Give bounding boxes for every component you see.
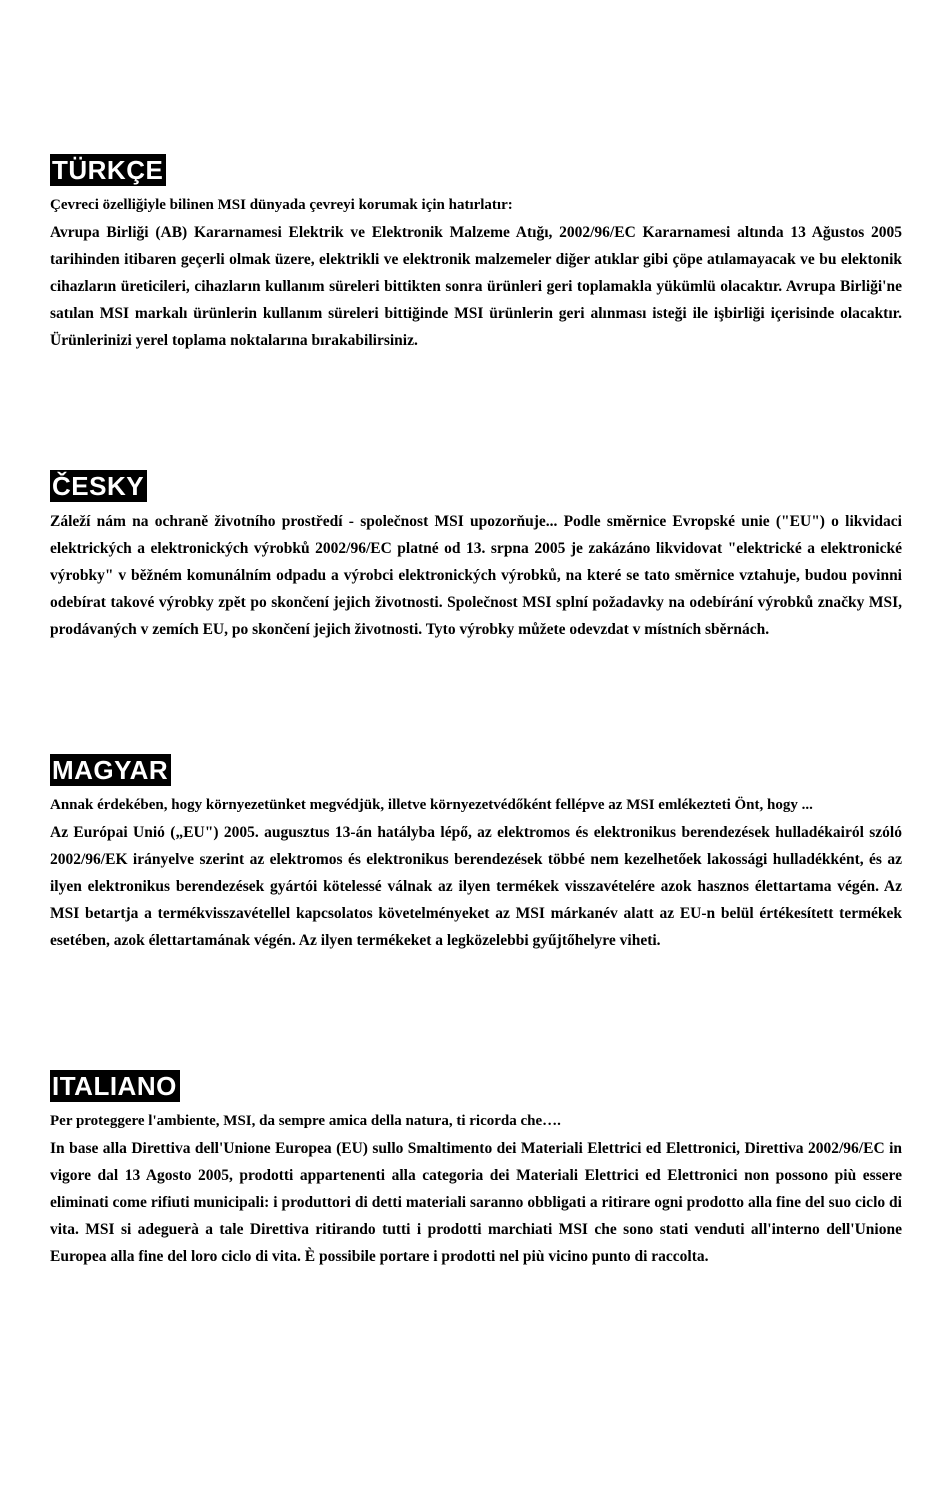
section-body: Avrupa Birliği (AB) Kararnamesi Elektrik ve Elektronik Malzeme Atığı, 2002/96/EC Kararnamesi altında 13 Ağustos 2005 tarihinden itibaren geçerli olmak üzere, elektrikli ve elektronik malzemeler diğer atıklar gibi çöpe atılamayacak ve bu elektonik cihazların üreticileri, cihazların kullanım süreleri bittikten sonra ürünleri geri toplamakla yükümlü olacaktır. Avrupa Birliği'ne satılan MSI markalı ürünlerin kullanım süreleri bittiğinde MSI ürünlerin geri alınması isteği ile işbirliği içerisinde olacaktır. Ürünlerinizi yerel toplama noktalarına bırakabilirsiniz. bbox=[50, 224, 902, 349]
section-body: Záleží nám na ochraně životního prostředí - společnost MSI upozorňuje... Podle směrnice Evropské unie ("EU") o likvidaci elektrických a elektronických výrobků 2002/96/EC platné od 13. srpna 2005 je zakázáno likvidovat "elektrické a elektronické výrobky" v běžném komunálním odpadu a výrobci elektronických výrobků, na které se tato směrnice vztahuje, budou povinni odebírat takové výrobky zpět po skončení jejich životnosti. Společnost MSI splní požadavky na odebírání výrobků značky MSI, prodávaných v zemích EU, po skončení jejich životnosti. Tyto výrobky můžete odevzdat v místních sběrnách. bbox=[50, 513, 902, 638]
section-heading: MAGYAR bbox=[50, 754, 171, 786]
section-heading: ITALIANO bbox=[50, 1070, 180, 1102]
section-intro: Per proteggere l'ambiente, MSI, da sempre amica della natura, ti ricorda che…. bbox=[50, 1113, 561, 1129]
section-italiano bbox=[50, 1070, 902, 1270]
section-body: Az Európai Unió („EU") 2005. augusztus 13-án hatályba lépő, az elektromos és elektronikus berendezések hulladékairól szóló 2002/96/EK irányelve szerint az elektromos és elektronikus berendezések többé nem kezelhetőek lakossági hulladékként, és az ilyen elektronikus berendezések gyártói kötelessé válnak az ilyen termékek visszavételére azok hasznos élettartama végén. Az MSI betartja a termékvisszavétellel kapcsolatos követelményeket az MSI márkanév alatt az EU-n belül értékesített termékek esetében, azok élettartamának végén. Az ilyen termékeket a legközelebbi gyűjtőhelyre viheti. bbox=[50, 824, 902, 949]
section-heading: ČESKY bbox=[50, 470, 147, 502]
section-magyar bbox=[50, 754, 902, 954]
section-intro: Çevreci özelliğiyle bilinen MSI dünyada çevreyi korumak için hatırlatır: bbox=[50, 197, 513, 213]
section-cesky bbox=[50, 470, 902, 643]
section-turkce bbox=[50, 154, 902, 354]
section-intro: Annak érdekében, hogy környezetünket megvédjük, illetve környezetvédőként fellépve az MSI emlékezteti Önt, hogy ... bbox=[50, 797, 813, 813]
section-body: In base alla Direttiva dell'Unione Europea (EU) sullo Smaltimento dei Materiali Elettrici ed Elettronici, Direttiva 2002/96/EC in vigore dal 13 Agosto 2005, prodotti appartenenti alla categoria dei Materiali Elettrici ed Elettronici non possono più essere eliminati come rifiuti municipali: i produttori di detti materiali saranno obbligati a ritirare ogni prodotto alla fine del suo ciclo di vita. MSI si adeguerà a tale Direttiva ritirando tutti i prodotti marchiati MSI che sono stati venduti all'interno dell'Unione Europea alla fine del loro ciclo di vita. È possibile portare i prodotti nel più vicino punto di raccolta. bbox=[50, 1140, 902, 1265]
section-heading: TÜRKÇE bbox=[50, 154, 166, 186]
